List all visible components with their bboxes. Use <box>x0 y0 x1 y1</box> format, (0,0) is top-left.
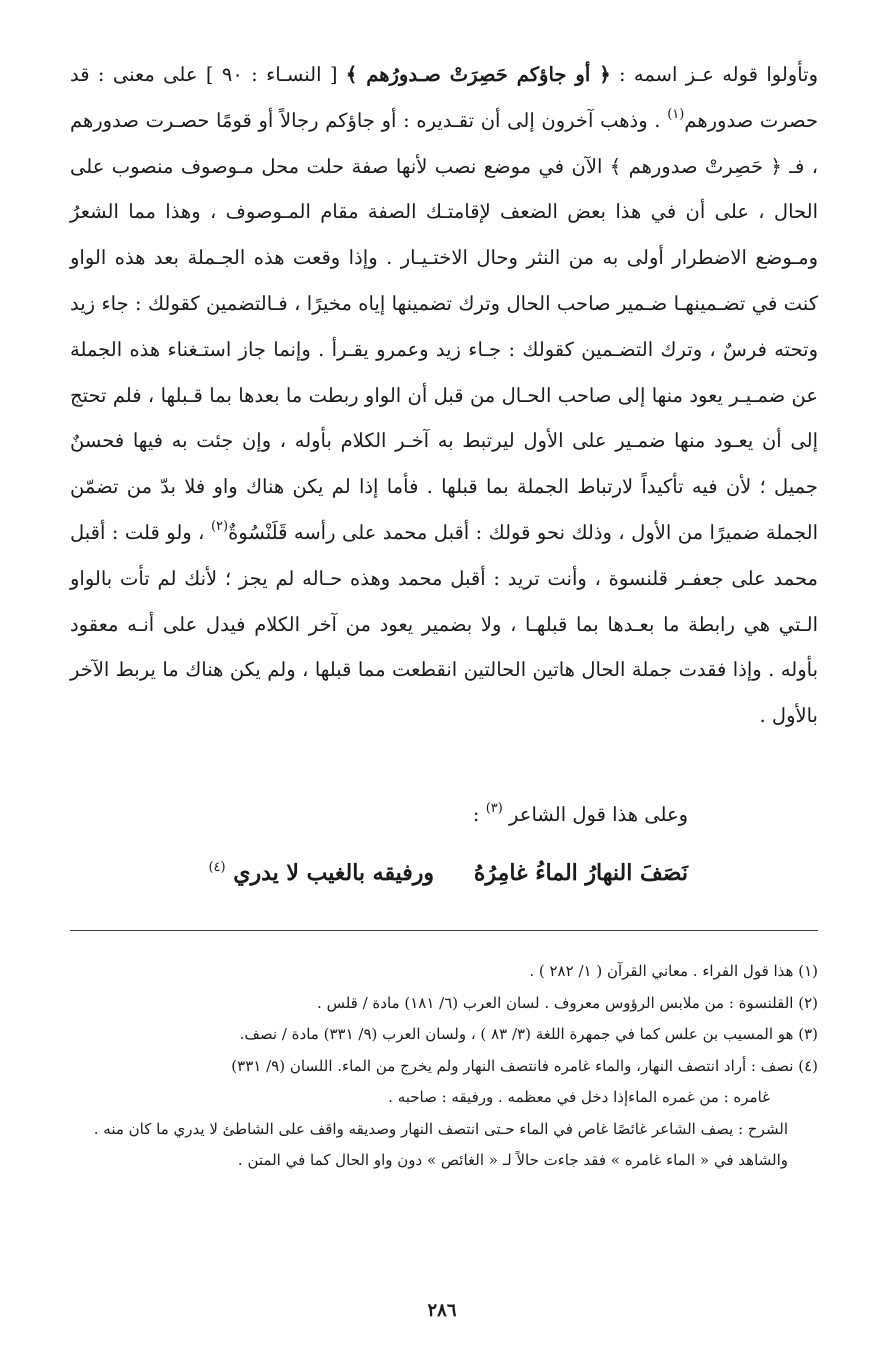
text-run: وتأولوا قوله عـز اسمه : <box>610 63 818 86</box>
poet-intro-line <box>0 795 748 835</box>
footnote-4-explanation: الشرح : يصف الشاعر غائصًا غاص في الماء حـتى انتصف النهار وصديقه واقف على الشاطئ لا يدري ما كان منه . <box>93 1119 788 1138</box>
footnote-4-evidence: والشاهد في « الماء غامره » فقد جاءت حالاً لـ « الغائص » دون واو الحال كما في المتن . <box>237 1151 788 1169</box>
poet-intro: وعلى هذا قول الشاعر <box>509 803 688 826</box>
footnote-marker: (٤) <box>208 860 226 875</box>
footnote-marker: (١) <box>667 106 685 122</box>
footnote-separator <box>70 930 818 931</box>
footnote-4-gloss: غامره : من غمره الماءإذا دخل في معظمه . ورفيقه : صاحبه . <box>388 1088 770 1106</box>
quran-quote: ﴿ حَصِرتْ صدورهم ﴾ <box>609 154 782 178</box>
page-number: ٢٨٦ <box>427 1300 457 1321</box>
footnotes <box>70 956 818 1177</box>
main-text <box>70 52 818 739</box>
footnote-3: (٣) هو المسيب بن علس كما في جمهرة اللغة (٣/ ٨٣ ) ، ولسان العرب (٩/ ٣٣١) مادة / نصف. <box>239 1025 818 1043</box>
footnote-1: (١) هذا قول الفراء . معاني القرآن ( ١/ ٢٨٢ ) . <box>529 962 818 980</box>
text-run: ، ولو قلت : أقبل محمد على جعفـر قلنسوة ، وأنت تريد : أقبل محمد وهذه حـاله لم يجز ؛ لأنك لم تأت بالواو الـتي هي رابطة ما بعـدها بما قبلهـا ، ولا بضمير يعود من آخر الكلام فيدل على أنـه معقود بأوله . وإذا فقدت جملة الحال هاتين الحالتين انقطعت مما قبلها ، ولم يكن هناك ما يربط الآخر بالأول . <box>70 520 818 728</box>
text-run: : <box>472 803 486 826</box>
text-run: الآن في موضع نصب لأنها صفة حلت محل مـوصوف منصوب على الحال ، على أن في هذا بعض الضعف لإقامتـك الصفة مقام المـوصوف ، وهذا مما الشعرُ ومـوضع الاضطرار أولى به من النثر وحال الاختـيـار . وإذا وقعت هذه الجـملة بعد هذه الواو كنت في تضـمينهـا ضـمير صاحب الحال وترك تضمينها إياه مخيرًا ، فـالتضمين كقولك : جاء زيد وتحته فرسٌ ، وترك التضـمين كقولك : جـاء زيد وعمرو يقـرأ . وإنما جاز استـغناء هذه الجملة عن ضمـيـر يعود منها إلى صاحب الحـال من قبل أن الواو ربطت ما بعدها بما قـبلها ، فلم تحتج إلى أن يعـود منها ضمـير على الأول ليرتبط به آخـر الكلام بأوله ، وإن جئت به فيها فحسنٌ جميل ؛ لأن فيه تأكيداً لارتباط الجملة بما قبلها . فأما إذا لم يكن هناك واو فلا بدّ من تضمّن الجملة ضميرًا من الأول ، وذلك نحو قولك : أقبل محمد على رأسه قَلَنْسُوةٌ <box>70 154 818 544</box>
footnote-4: (٤) نصف : أراد انتصف النهار، والماء غامره فانتصف النهار ولم يخرج من الماء. اللسان (٩/ ٣٣١) <box>231 1056 818 1075</box>
verse-second-hemistich <box>208 850 434 896</box>
footnote-2: (٢) القلنسوة : من ملابس الرؤوس معروف . لسان العرب (٦/ ١٨١) مادة / قلس . <box>317 993 818 1012</box>
main-paragraph <box>70 52 818 739</box>
text-run: ورفيقه بالغيب لا يدري <box>233 860 434 886</box>
verse-first-hemistich: نَصَفَ النهارُ الماءُ غامِرُهُ <box>473 860 688 886</box>
footnote-marker: (٣) <box>485 801 503 816</box>
footnote-marker: (٢) <box>210 518 229 534</box>
text-run: [ النسـاء : ٩٠ ] على معنى : قد حصرت صدورهم <box>70 63 818 132</box>
text-run: . وذهب آخرون إلى أن تقـديره : أو جاؤكم رجالاً أو قومًا حصـرت صدورهم ، فـ <box>70 108 819 178</box>
quran-quote: ﴿ أو جاؤكم حَصِرَتْ صـدورُهم ﴾ <box>345 63 611 86</box>
